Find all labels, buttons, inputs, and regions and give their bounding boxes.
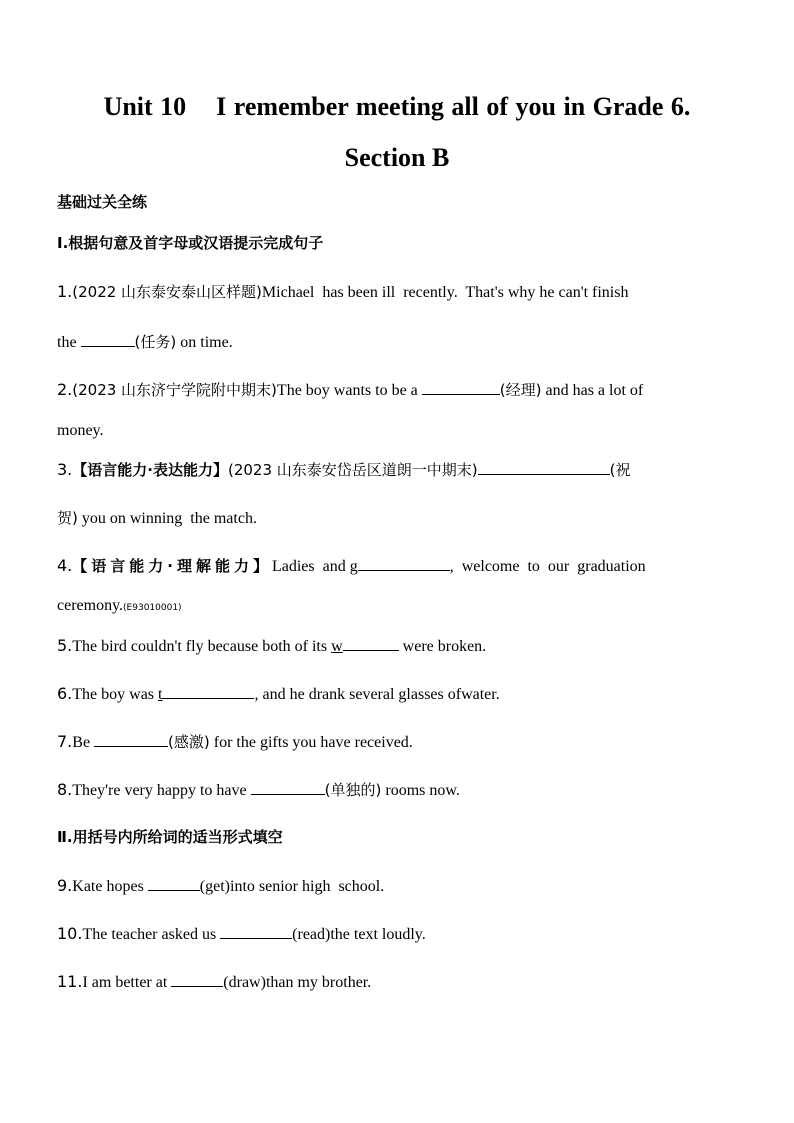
first-letter-hint: t <box>158 686 163 703</box>
question-text: the text loudly. <box>330 926 426 943</box>
question-2-line-1 <box>57 378 737 402</box>
question-7 <box>57 730 737 754</box>
answer-blank[interactable] <box>171 970 223 987</box>
question-hint: (经理) <box>499 381 542 399</box>
question-text: The teacher asked us <box>82 926 217 943</box>
question-hint: (感激) <box>168 733 210 751</box>
answer-blank[interactable] <box>148 874 200 891</box>
answer-blank[interactable] <box>422 378 500 395</box>
question-text: , welcome to our graduation <box>449 558 646 575</box>
question-text: ceremony. <box>57 597 124 614</box>
question-source: (2022 山东泰安泰山区样题) <box>72 283 262 301</box>
question-text: Be <box>72 734 91 751</box>
category-label: 基础过关全练 <box>57 193 148 211</box>
section-1-label: Ⅰ.根据句意及首字母或汉语提示完成句子 <box>57 234 324 252</box>
question-hint: (任务) <box>134 333 177 351</box>
question-10 <box>57 922 737 946</box>
question-number: 9. <box>57 876 73 895</box>
question-number: 3. <box>57 460 73 479</box>
question-hint: (祝 <box>609 461 631 479</box>
answer-blank[interactable] <box>94 730 168 747</box>
question-3-line-1 <box>57 458 737 482</box>
question-text: I am better at <box>82 974 168 991</box>
first-letter-hint: w <box>331 638 343 655</box>
question-text: Kate hopes <box>72 878 144 895</box>
question-source: (2023 山东泰安岱岳区道朗一中期末) <box>227 461 478 479</box>
question-6 <box>57 682 737 706</box>
category-heading <box>57 191 737 214</box>
answer-blank[interactable] <box>358 554 450 571</box>
question-text: you on winning the match. <box>77 510 257 527</box>
question-1-line-1 <box>57 281 737 304</box>
question-text: were broken. <box>398 638 487 655</box>
question-text: and has a lot of <box>541 382 644 399</box>
question-text: Ladies and <box>271 558 346 575</box>
question-4-line-2 <box>57 595 737 619</box>
section-heading-2 <box>57 826 737 849</box>
question-text: into senior high school. <box>230 878 385 895</box>
answer-blank[interactable] <box>478 458 610 475</box>
question-text: The boy wants to be a <box>276 382 418 399</box>
question-3-line-2 <box>57 507 737 530</box>
section-2-label: Ⅱ.用括号内所给词的适当形式填空 <box>57 828 283 846</box>
question-hint: (read) <box>292 926 331 943</box>
question-number: 11. <box>57 972 83 991</box>
question-text: , and he drank several glasses ofwater. <box>254 686 500 703</box>
question-tag: 【语言能力·表达能力】 <box>72 461 228 479</box>
question-hint: (单独的) <box>324 781 382 799</box>
question-text: rooms now. <box>381 782 460 799</box>
first-letter-hint: g <box>349 558 358 575</box>
question-number: 5. <box>57 636 73 655</box>
question-text: money. <box>57 422 104 439</box>
page-subtitle: Section B <box>344 143 450 172</box>
question-4-line-1 <box>57 554 737 578</box>
question-number: 4. <box>57 556 73 575</box>
question-text: The boy was <box>72 686 155 703</box>
question-code: (E93010001) <box>123 603 182 613</box>
answer-blank[interactable] <box>220 922 292 939</box>
answer-blank[interactable] <box>251 778 325 795</box>
question-11 <box>57 970 737 994</box>
answer-blank[interactable] <box>81 330 135 347</box>
question-text: on time. <box>176 334 233 351</box>
page-title: Unit 10 I remember meeting all of you in Grade 6. <box>103 92 691 121</box>
answer-blank[interactable] <box>162 682 254 699</box>
question-9 <box>57 874 737 898</box>
section-heading-1 <box>57 232 737 255</box>
question-text: for the gifts you have received. <box>209 734 413 751</box>
question-number: 8. <box>57 780 73 799</box>
question-number: 7. <box>57 732 73 751</box>
question-number: 2. <box>57 380 73 399</box>
question-tag: 【语言能力·理解能力】 <box>72 557 272 575</box>
question-number: 1. <box>57 282 73 301</box>
question-hint: (draw) <box>223 974 266 991</box>
question-source: (2023 山东济宁学院附中期末) <box>72 381 277 399</box>
question-text: the <box>57 334 77 351</box>
question-hint: (get) <box>199 878 230 895</box>
question-text: Michael has been ill recently. That's why he can't finish <box>261 284 629 301</box>
question-8 <box>57 778 737 802</box>
question-1-line-2 <box>57 330 737 354</box>
question-text: They're very happy to have <box>72 782 247 799</box>
answer-blank[interactable] <box>343 634 399 651</box>
question-text: The bird couldn't fly because both of its <box>72 638 328 655</box>
question-5 <box>57 634 737 658</box>
question-number: 6. <box>57 684 73 703</box>
question-text: than my brother. <box>265 974 372 991</box>
question-number: 10. <box>57 924 83 943</box>
question-2-line-2 <box>57 420 737 442</box>
question-hint: 贺) <box>57 509 78 527</box>
